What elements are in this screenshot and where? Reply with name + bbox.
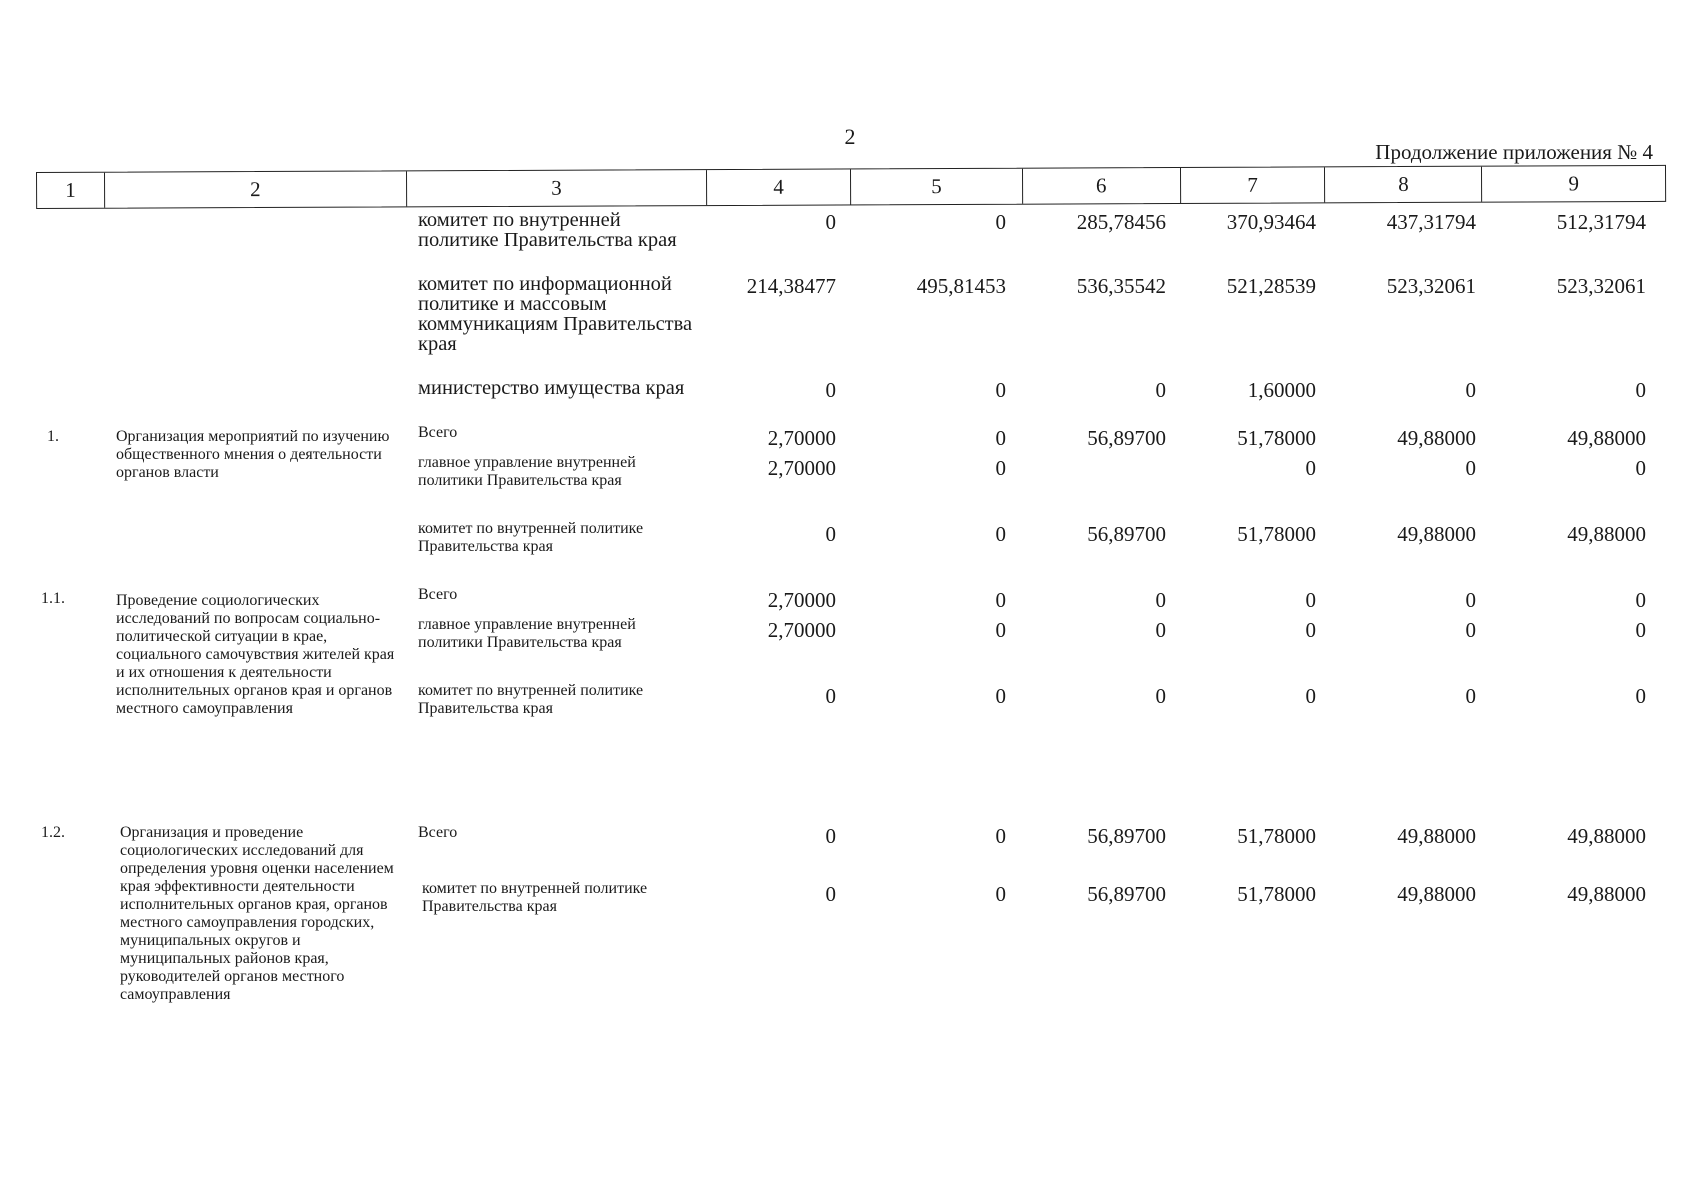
value-cell: 523,32061 <box>1556 274 1646 298</box>
value-cell: 56,89700 <box>1087 426 1166 450</box>
value-cell: 0 <box>995 426 1006 450</box>
value-cell: 0 <box>1635 684 1646 708</box>
value-cell: 0 <box>1465 456 1476 480</box>
item-number: 1.2. <box>41 824 65 841</box>
table-row <box>406 616 1646 682</box>
value-cell: 0 <box>995 522 1006 546</box>
value-cell: 0 <box>1635 618 1646 642</box>
program-item-1 <box>0 424 1701 586</box>
value-cell: 0 <box>825 882 836 906</box>
value-cell: 0 <box>825 210 836 234</box>
item-name: Организация и проведение социологических исследований для определения уровня оценки населением края эффективности деятельности исполнительных органов края, органов местного самоуправления городских, муниципальных округов и муниципальных районов края, руководителей органов местного самоуправления <box>120 824 394 1003</box>
executor-cell: Всего <box>418 424 458 441</box>
table-row <box>406 820 1646 880</box>
value-cell: 0 <box>1155 588 1166 612</box>
value-cell: 0 <box>1635 456 1646 480</box>
value-cell: 437,31794 <box>1386 210 1476 234</box>
value-cell: 0 <box>1305 456 1316 480</box>
value-cell: 49,88000 <box>1397 824 1476 848</box>
value-cell: 0 <box>995 456 1006 480</box>
value-cell: 0 <box>995 210 1006 234</box>
value-cell <box>1006 454 1166 520</box>
page-number: 2 <box>844 124 856 149</box>
value-cell: 49,88000 <box>1567 882 1646 906</box>
executor-cell: комитет по внутренней политике Правительства края <box>418 209 677 251</box>
header-col-3: 3 <box>407 170 708 206</box>
value-cell: 51,78000 <box>1237 522 1316 546</box>
value-cell: 214,38477 <box>746 274 836 298</box>
value-cell: 521,28539 <box>1226 274 1316 298</box>
value-cell: 0 <box>995 378 1006 402</box>
item-name: Организация мероприятий по изучению общественного мнения о деятельности органов власти <box>116 428 390 481</box>
value-cell: 0 <box>1635 588 1646 612</box>
value-cell: 0 <box>1465 588 1476 612</box>
value-cell: 49,88000 <box>1397 522 1476 546</box>
value-cell: 49,88000 <box>1567 824 1646 848</box>
value-cell: 0 <box>995 618 1006 642</box>
table-row <box>0 274 1701 378</box>
executor-cell: Всего <box>418 824 458 841</box>
value-cell: 0 <box>995 684 1006 708</box>
value-cell: 49,88000 <box>1567 522 1646 546</box>
table-row <box>0 378 1701 424</box>
value-cell: 51,78000 <box>1237 882 1316 906</box>
value-cell: 56,89700 <box>1087 824 1166 848</box>
header-col-7: 7 <box>1181 167 1326 203</box>
value-cell: 56,89700 <box>1087 882 1166 906</box>
header-col-2: 2 <box>105 171 407 207</box>
value-cell: 49,88000 <box>1397 882 1476 906</box>
value-cell: 0 <box>1155 684 1166 708</box>
program-item-1-2 <box>0 820 1701 1004</box>
value-cell: 0 <box>1305 588 1316 612</box>
value-cell: 0 <box>1155 618 1166 642</box>
value-cell: 0 <box>1305 684 1316 708</box>
executor-cell: комитет по внутренней политике Правительства края <box>422 880 648 915</box>
value-cell: 0 <box>1465 378 1476 402</box>
header-col-9: 9 <box>1568 171 1580 196</box>
value-cell: 51,78000 <box>1237 426 1316 450</box>
header-col-4: 4 <box>707 169 851 205</box>
value-cell: 1,60000 <box>1247 378 1316 402</box>
table-row <box>406 454 1646 520</box>
value-cell: 0 <box>1305 618 1316 642</box>
table-row <box>406 682 1646 820</box>
value-cell: 512,31794 <box>1556 210 1646 234</box>
table-body <box>0 210 1701 1004</box>
header-col-1: 1 <box>37 173 105 208</box>
value-cell: 0 <box>1155 378 1166 402</box>
continuation-caption: Продолжение приложения № 4 <box>1375 140 1653 164</box>
value-cell: 2,70000 <box>767 426 836 450</box>
value-cell: 0 <box>825 824 836 848</box>
table-row <box>406 880 1646 950</box>
value-cell: 285,78456 <box>1076 210 1166 234</box>
value-cell: 0 <box>1635 378 1646 402</box>
item-number: 1. <box>47 428 59 445</box>
item-name: Проведение социологических исследований по вопросам социально-политической ситуации в крае, социального самочувствия жителей края и их отношения к деятельности исполнительных органов края и органов местного самоуправления <box>116 592 395 717</box>
value-cell: 495,81453 <box>916 274 1006 298</box>
value-cell: 51,78000 <box>1237 824 1316 848</box>
value-cell: 0 <box>995 588 1006 612</box>
executor-cell: главное управление внутренней политики Правительства края <box>418 454 636 489</box>
value-cell: 2,70000 <box>767 456 836 480</box>
value-cell: 0 <box>825 378 836 402</box>
value-cell: 56,89700 <box>1087 522 1166 546</box>
program-item-1-1 <box>0 586 1701 820</box>
header-col-6: 6 <box>1023 168 1181 204</box>
table-row <box>406 520 1646 586</box>
value-cell: 2,70000 <box>767 618 836 642</box>
value-cell: 536,35542 <box>1076 274 1166 298</box>
value-cell: 0 <box>1465 684 1476 708</box>
value-cell: 0 <box>825 522 836 546</box>
executor-cell: комитет по внутренней политике Правительства края <box>418 520 644 555</box>
value-cell: 0 <box>825 684 836 708</box>
value-cell: 0 <box>1465 618 1476 642</box>
value-cell: 0 <box>995 882 1006 906</box>
executor-cell: комитет по внутренней политике Правительства края <box>418 682 644 717</box>
table-row <box>406 586 1646 616</box>
value-cell: 370,93464 <box>1226 210 1316 234</box>
header-col-8: 8 <box>1325 167 1482 203</box>
item-number: 1.1. <box>41 590 65 607</box>
value-cell: 523,32061 <box>1386 274 1476 298</box>
table-header <box>36 165 1666 209</box>
executor-cell: Всего <box>418 586 458 603</box>
header-col-5: 5 <box>851 169 1023 205</box>
executor-cell: главное управление внутренней политики Правительства края <box>418 616 636 651</box>
executor-cell: комитет по информационной политике и массовым коммуникациям Правительства края <box>418 273 693 355</box>
value-cell: 2,70000 <box>767 588 836 612</box>
value-cell: 0 <box>995 824 1006 848</box>
table-row <box>0 210 1701 274</box>
executor-cell: министерство имущества края <box>418 377 685 399</box>
table-row <box>406 424 1646 454</box>
value-cell: 49,88000 <box>1567 426 1646 450</box>
value-cell: 49,88000 <box>1397 426 1476 450</box>
